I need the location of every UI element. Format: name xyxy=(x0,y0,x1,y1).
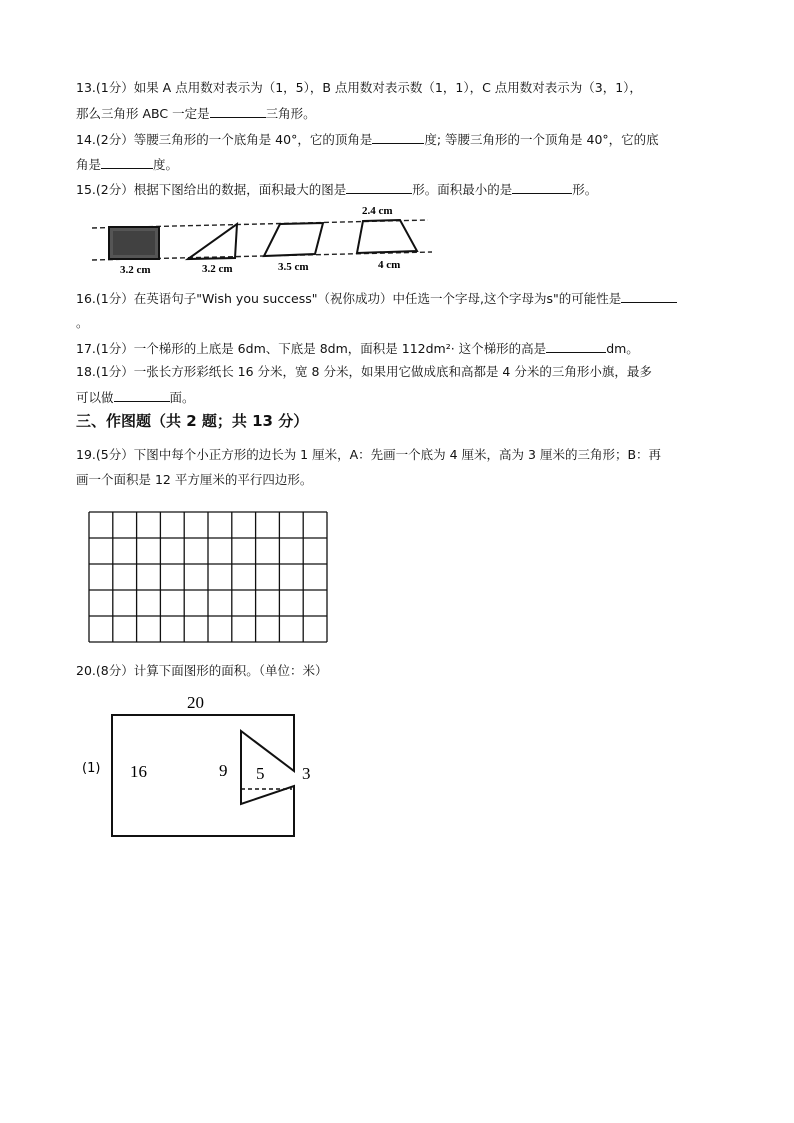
answer-blank[interactable] xyxy=(546,340,606,353)
rectangle-label: 3.2 cm xyxy=(120,264,151,276)
q20-line1: 20.(8分）计算下面图形的面积。（单位：米） xyxy=(76,663,328,678)
answer-blank[interactable] xyxy=(512,181,572,194)
triangle-label: 3.2 cm xyxy=(202,263,233,275)
rectangle-shading xyxy=(113,231,155,255)
parallelogram-shape xyxy=(264,223,323,256)
answer-blank[interactable] xyxy=(210,105,266,118)
q13-line2: 那么三角形 ABC 一定是 三角形。 xyxy=(76,106,316,121)
drawing-grid[interactable] xyxy=(88,511,328,644)
answer-blank[interactable] xyxy=(346,181,412,194)
q18-line1: 18.(1分）一张长方形彩纸长 16 分米，宽 8 分米，如果用它做成底和高都是 4 分米的三角形小旗，最多 xyxy=(76,364,652,379)
notch-side-dimension: 3 xyxy=(302,764,311,783)
answer-blank[interactable] xyxy=(114,389,170,402)
q17-line1: 17.(1分）一个梯形的上底是 6dm、下底是 8dm，面积是 112dm²· 这个梯形的高是 dm。 xyxy=(76,341,639,356)
q14-line1: 14.(2分）等腰三角形的一个底角是 40°，它的顶角是 度; 等腰三角形的一个顶角是 40°，它的底 xyxy=(76,132,659,147)
trapezoid-label: 4 cm xyxy=(378,259,401,271)
notch-inner-dimension: 5 xyxy=(256,764,265,783)
notch-outer-dimension: 9 xyxy=(219,761,228,780)
trapezoid-shape xyxy=(357,220,417,253)
triangle-shape xyxy=(188,224,237,259)
answer-blank[interactable] xyxy=(372,131,424,144)
q19-line2: 画一个面积是 12 平方厘米的平行四边形。 xyxy=(76,472,313,487)
q15-line1: 15.(2分）根据下图给出的数据，面积最大的图是 形。面积最小的是 形。 xyxy=(76,182,598,197)
top-dimension: 20 xyxy=(187,693,204,712)
q18-line2: 可以做 面。 xyxy=(76,390,195,405)
answer-blank[interactable] xyxy=(621,290,677,303)
answer-blank[interactable] xyxy=(101,156,153,169)
q15-shapes-figure xyxy=(90,202,440,278)
q19-line1: 19.(5分）下图中每个小正方形的边长为 1 厘米，A：先画一个底为 4 厘米，高为 3 厘米的三角形；B：再 xyxy=(76,447,662,462)
top-label: 2.4 cm xyxy=(362,205,393,217)
q13-line1: 13.(1分）如果 A 点用数对表示为（1，5），B 点用数对表示数（1，1），C 点用数对表示为（3，1）， xyxy=(76,80,642,95)
q16-line2: 。 xyxy=(76,315,89,330)
item-label: (1) xyxy=(82,761,101,776)
q16-line1: 16.(1分）在英语句子"Wish you success"（祝你成功）中任选一个字母,这个字母为s"的可能性是 xyxy=(76,290,677,307)
left-dimension: 16 xyxy=(130,762,147,781)
parallelogram-label: 3.5 cm xyxy=(278,261,309,273)
q20-composite-figure xyxy=(76,690,336,840)
q14-line2: 角是 度。 xyxy=(76,157,179,172)
section-title: 三、作图题（共 2 题；共 13 分） xyxy=(76,412,309,430)
